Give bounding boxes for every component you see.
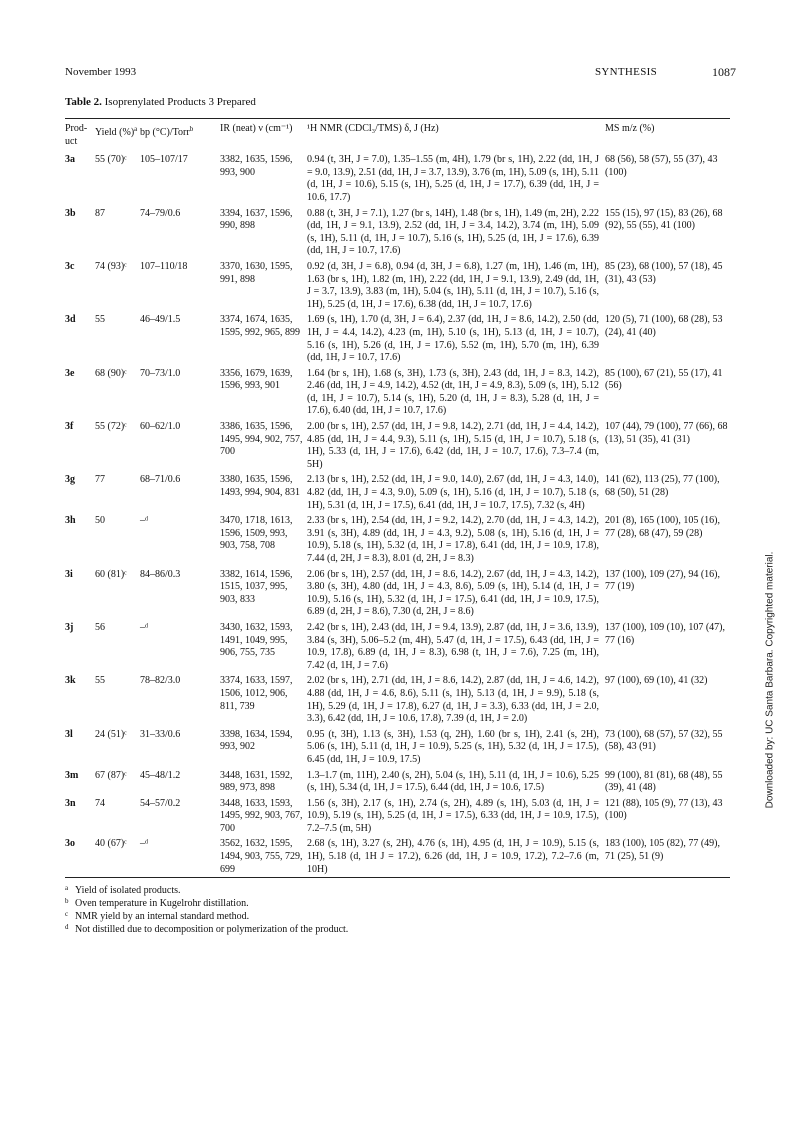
table-row <box>65 259 730 312</box>
table-row <box>65 513 730 566</box>
issue-date: November 1993 <box>65 66 137 78</box>
product-cell: 3i <box>65 568 73 580</box>
bp-cell: 54–57/0.2 <box>140 797 181 809</box>
nmr-cell: 2.68 (s, 1H), 3.27 (s, 2H), 4.76 (s, 1H), 4.95 (d, 1H, J = 10.9), 5.15 (s, 1H), 5.18 (d, 1H J = 17.2), 6.26 (dd, 1H, J = 10.9, 17.2), 7.2–7.6 (m, 10H) <box>307 838 599 875</box>
download-notice: Downloaded by: UC Santa Barbara. Copyrighted material. <box>764 551 776 809</box>
products-table <box>65 119 730 877</box>
yield-cell: 55 <box>95 314 105 326</box>
yield-cell: 67 (87)ᶜ <box>95 769 127 781</box>
ms-cell: 68 (56), 58 (57), 55 (37), 43 (100) <box>605 154 718 178</box>
yield-cell: 55 (70)ᶜ <box>95 154 127 166</box>
table-row <box>65 796 730 837</box>
footnote-text: Yield of isolated products. <box>75 885 181 897</box>
running-header <box>65 60 736 82</box>
col-nmr-label: ¹H NMR (CDCl₃/TMS) δ, J (Hz) <box>307 123 439 134</box>
ir-cell: 3382, 1635, 1596, 993, 900 <box>220 154 293 178</box>
ms-cell: 121 (88), 105 (9), 77 (13), 43 (100) <box>605 797 723 822</box>
bp-cell: 84–86/0.3 <box>140 568 181 580</box>
ms-cell: 97 (100), 69 (10), 41 (32) <box>605 675 708 687</box>
col-bp-footnote-mark: b <box>189 125 194 133</box>
ir-cell: 3562, 1632, 1595, 1494, 903, 755, 729, 699 <box>220 838 303 875</box>
footnote <box>65 897 730 910</box>
col-bp <box>140 119 220 152</box>
footnote-text: NMR yield by an internal standard method. <box>75 911 250 923</box>
yield-cell: 77 <box>95 474 105 486</box>
nmr-cell: 0.92 (d, 3H, J = 6.8), 0.94 (d, 3H, J = 6.8), 1.27 (m, 1H), 1.46 (m, 1H), 1.63 (br s, 1H), 1.82 (m, 1H), 2.22 (dd, 1H, J = 9.1, 13.9), 2.49 (dd, 1H, J = 3.7, 13.9), 3.83 (m, 1H), 5.04 (s, 1H), 5.11 (d, 1H, J = 10.7), 5.16 (s, 1H), 5.25 (d, 1H, J = 17.6), 6.38 (dd, 1H, J = 10.7, 17.6) <box>307 260 599 310</box>
ms-cell: 99 (100), 81 (81), 68 (48), 55 (39), 41 (48) <box>605 769 723 794</box>
bp-cell: 60–62/1.0 <box>140 421 181 433</box>
download-watermark <box>760 380 780 980</box>
ir-cell: 3398, 1634, 1594, 993, 902 <box>220 728 293 753</box>
table-row <box>65 206 730 259</box>
table-body <box>65 152 730 877</box>
ms-cell: 137 (100), 109 (27), 94 (16), 77 (19) <box>605 568 720 593</box>
bp-cell: 45–48/1.2 <box>140 769 181 781</box>
yield-cell: 55 (72)ᶜ <box>95 421 127 433</box>
nmr-cell: 2.02 (br s, 1H), 2.71 (dd, 1H, J = 8.6, 14.2), 2.87 (dd, 1H, J = 4.6, 14.2), 4.88 (dd, 1H, J = 4.6, 8.6), 5.11 (s, 1H), 5.13 (d, 1H, J = 9.9), 5.18 (s, 1H), 5.29 (d, 1H, J = 17.8), 6.27 (d, 1H, J = 3.3), 6.33 (dd, 1H, J = 2.0, 3.3), 6.42 (dd, 1H, J = 10.6, 17.8), 7.39 (d, 1H, J = 2.0) <box>307 675 599 725</box>
col-bp-label: bp (°C)/Torr <box>140 127 190 138</box>
nmr-cell: 1.3–1.7 (m, 11H), 2.40 (s, 2H), 5.04 (s, 1H), 5.11 (d, 1H, J = 10.6), 5.25 (s, 1H), 5.34 (d, 1H, J = 17.5), 6.44 (dd, 1H, J = 10.6, 17.5) <box>307 769 599 794</box>
yield-cell: 24 (51)ᶜ <box>95 728 127 740</box>
yield-cell: 60 (81)ᶜ <box>95 568 127 580</box>
ms-cell: 183 (100), 105 (82), 77 (49), 71 (25), 51 (9) <box>605 838 720 863</box>
col-nmr <box>307 119 605 152</box>
bp-cell: 68–71/0.6 <box>140 474 181 486</box>
ms-cell: 85 (100), 67 (21), 55 (17), 41 (56) <box>605 367 723 392</box>
page-number: 1087 <box>712 65 736 79</box>
ms-cell: 73 (100), 68 (57), 57 (32), 55 (58), 43 (91) <box>605 728 723 753</box>
col-yield-label: Yield (%) <box>95 127 135 138</box>
nmr-cell: 0.94 (t, 3H, J = 7.0), 1.35–1.55 (m, 4H), 1.79 (br s, 1H), 2.22 (dd, 1H, J = 9.0, 13.9), 2.51 (dd, 1H, J = 3.7, 13.9), 3.76 (m, 1H), 5.09 (s, 1H), 5.11 (d, 1H, J = 10.6), 5.15 (s, 1H), 5.25 (d, 1H, J = 17.7), 6.39 (dd, 1H, J = 10.6, 17.7) <box>307 154 599 203</box>
product-cell: 3f <box>65 421 74 433</box>
ms-cell: 201 (8), 165 (100), 105 (16), 77 (28), 68 (47), 59 (28) <box>605 515 720 539</box>
product-cell: 3a <box>65 154 75 166</box>
nmr-cell: 1.64 (br s, 1H), 1.68 (s, 3H), 1.73 (s, 3H), 2.43 (dd, 1H, J = 8.3, 14.2), 2.46 (dd, 1H, J = 4.9, 14.2), 4.52 (dt, 1H, J = 4.9, 8.3), 5.09 (s, 1H), 5.12 (d, 1H, J = 10.7), 5.14 (s, 1H), 5.20 (d, 1H, J = 8.3), 5.28 (d, 1H, J = 17.6), 6.40 (dd, 1H, J = 10.7, 17.6) <box>307 367 599 417</box>
yield-cell: 68 (90)ᶜ <box>95 367 127 379</box>
table-row <box>65 152 730 205</box>
bp-cell: 31–33/0.6 <box>140 728 181 740</box>
table-row <box>65 673 730 726</box>
ms-cell: 155 (15), 97 (15), 83 (26), 68 (92), 55 (55), 41 (100) <box>605 207 723 232</box>
ir-cell: 3356, 1679, 1639, 1596, 993, 901 <box>220 367 293 392</box>
product-cell: 3h <box>65 515 76 527</box>
product-cell: 3g <box>65 474 75 486</box>
ir-cell: 3386, 1635, 1596, 1495, 994, 902, 757, 700 <box>220 421 303 458</box>
footnote-text: Not distilled due to decomposition or polymerization of the product. <box>75 924 349 936</box>
yield-cell: 74 (93)ᶜ <box>95 260 127 272</box>
ms-cell: 85 (23), 68 (100), 57 (18), 45 (31), 43 (53) <box>605 260 723 285</box>
footnote-mark: d <box>65 923 69 932</box>
ir-cell: 3430, 1632, 1593, 1491, 1049, 995, 906, 755, 735 <box>220 621 293 659</box>
nmr-cell: 1.69 (s, 1H), 1.70 (d, 3H, J = 6.4), 2.37 (dd, 1H, J = 8.6, 14.2), 2.50 (dd, 1H, J = 4.4, 14.2), 4.23 (m, 1H), 5.10 (s, 1H), 5.13 (d, 1H, J = 10.7), 5.16 (s, 1H), 5.26 (d, 1H, J = 17.6), 5.52 (m, 1H), 5.70 (m, 1H), 6.39 (dd, 1H, J = 10.7, 17.6) <box>307 314 599 364</box>
table-header <box>65 119 730 152</box>
ms-cell: 107 (44), 79 (100), 77 (66), 68 (13), 51 (35), 41 (31) <box>605 421 728 445</box>
product-cell: 3c <box>65 260 75 272</box>
ir-cell: 3382, 1614, 1596, 1515, 1037, 995, 903, 833 <box>220 568 293 605</box>
table-row <box>65 727 730 768</box>
product-cell: 3d <box>65 314 76 326</box>
page <box>65 60 736 936</box>
bp-cell: 74–79/0.6 <box>140 207 181 219</box>
nmr-cell: 2.42 (br s, 1H), 2.43 (dd, 1H, J = 9.4, 13.9), 2.87 (dd, 1H, J = 3.6, 13.9), 3.84 (s, 3H), 5.06–5.2 (m, 4H), 5.47 (d, 1H, J = 17.5), 6.43 (dd, 1H, J = 10.9, 17.8), 6.89 (d, 1H, J = 8.3), 6.98 (t, 1H, J = 7.6), 7.25 (m, 1H), 7.42 (d, 1H, J = 7.6) <box>307 621 599 671</box>
product-cell: 3l <box>65 728 73 740</box>
col-product-label: Prod-uct <box>65 123 88 147</box>
yield-cell: 55 <box>95 675 105 687</box>
ir-cell: 3374, 1674, 1635, 1595, 992, 965, 899 <box>220 314 300 338</box>
nmr-cell: 2.13 (br s, 1H), 2.52 (dd, 1H, J = 9.0, 14.0), 2.67 (dd, 1H, J = 4.3, 14.0), 4.82 (dd, 1H, J = 4.3, 9.0), 5.09 (s, 1H), 5.16 (d, 1H, J = 10.7), 5.18 (s, 1H), 5.31 (d, 1H, J = 17.5), 6.41 (dd, 1H, J = 10.7, 17.5), 7.32 (s, 4H) <box>307 474 599 511</box>
product-cell: 3k <box>65 675 76 687</box>
col-ir <box>220 119 307 152</box>
table-row <box>65 312 730 365</box>
product-cell: 3o <box>65 838 75 850</box>
product-cell: 3b <box>65 207 76 219</box>
bp-cell: –ᵈ <box>140 838 149 850</box>
bp-cell: –ᵈ <box>140 515 149 527</box>
table-label: Table 2. <box>65 96 102 108</box>
yield-cell: 87 <box>95 207 105 219</box>
ir-cell: 3380, 1635, 1596, 1493, 994, 904, 831 <box>220 474 300 499</box>
yield-cell: 74 <box>95 797 105 809</box>
nmr-cell: 1.56 (s, 3H), 2.17 (s, 1H), 2.74 (s, 2H), 4.89 (s, 1H), 5.03 (d, 1H, J = 10.9), 5.19 (s, 1H), 5.25 (d, 1H, J = 17.5), 6.33 (dd, 1H, J = 10.9, 17.5), 7.2–7.5 (m, 5H) <box>307 797 599 834</box>
ms-cell: 137 (100), 109 (10), 107 (47), 77 (16) <box>605 621 725 646</box>
yield-cell: 56 <box>95 621 105 633</box>
yield-cell: 40 (67)ᶜ <box>95 838 127 850</box>
bp-cell: 46–49/1.5 <box>140 314 181 326</box>
col-ms <box>605 119 730 152</box>
ir-cell: 3374, 1633, 1597, 1506, 1012, 906, 811, 739 <box>220 675 293 712</box>
table-row <box>65 366 730 419</box>
col-ms-label: MS m/z (%) <box>605 123 655 134</box>
table-caption <box>65 96 730 108</box>
col-product <box>65 119 95 152</box>
product-cell: 3e <box>65 367 75 379</box>
table-row <box>65 472 730 513</box>
footnote-text: Oven temperature in Kugelrohr distillation. <box>75 898 249 910</box>
ir-cell: 3370, 1630, 1595, 991, 898 <box>220 260 293 285</box>
product-cell: 3n <box>65 797 76 809</box>
table-bottom-rule <box>65 877 730 878</box>
footnote-mark: b <box>65 897 69 906</box>
ms-cell: 141 (62), 113 (25), 77 (100), 68 (50), 51 (28) <box>605 474 720 499</box>
product-cell: 3m <box>65 769 79 781</box>
product-cell: 3j <box>65 621 74 633</box>
table-title: Isoprenylated Products 3 Prepared <box>104 96 256 108</box>
col-yield-footnote-mark: a <box>134 125 138 133</box>
nmr-cell: 2.06 (br s, 1H), 2.57 (dd, 1H, J = 8.6, 14.2), 2.67 (dd, 1H, J = 4.3, 14.2), 3.80 (s, 3H), 4.80 (dd, 1H, J = 4.3, 8.6), 5.09 (s, 1H), 5.14 (d, 1H, J = 10.9), 5.16 (s, 1H), 5.32 (d, 1H, J = 17.5), 6.41 (dd, 1H, J = 10.9, 17.5), 6.89 (d, 2H, J = 8.6), 7.30 (d, 2H, J = 8.6) <box>307 568 599 618</box>
footnote <box>65 910 730 923</box>
nmr-cell: 0.95 (t, 3H), 1.13 (s, 3H), 1.53 (q, 2H), 1.60 (br s, 1H), 2.41 (s, 2H), 5.06 (s, 1H), 5.11 (d, 1H, J = 10.9), 5.25 (s, 1H), 5.32 (d, 1H, J = 17.5), 6.45 (dd, 1H, J = 10.9, 17.5) <box>307 728 599 765</box>
table-row <box>65 620 730 673</box>
footnote-mark: a <box>65 884 69 893</box>
bp-cell: 107–110/18 <box>140 260 188 272</box>
table-row <box>65 836 730 877</box>
nmr-cell: 2.00 (br s, 1H), 2.57 (dd, 1H, J = 9.8, 14.2), 2.71 (dd, 1H, J = 4.4, 14.2), 4.85 (dd, 1H, J = 4.4, 9.3), 5.11 (s, 1H), 5.15 (d, 1H, J = 10.7), 5.18 (s, 1H), 5.33 (d, 1H, J = 17.6), 6.42 (dd, 1H, J = 10.7, 17.6), 7.3–7.4 (m, 5H) <box>307 421 599 470</box>
yield-cell: 50 <box>95 515 105 527</box>
nmr-cell: 0.88 (t, 3H, J = 7.1), 1.27 (br s, 14H), 1.48 (br s, 1H), 1.49 (m, 2H), 2.22 (dd, 1H, J = 9.1, 13.9), 2.52 (dd, 1H, J = 3.4, 14.2), 3.74 (m, 1H), 5.09 (s, 1H), 5.11 (d, 1H, J = 10.7), 5.16 (s, 1H), 5.25 (d, 1H, J = 17.6), 6.39 (dd, 1H, J = 10.7, 17.6) <box>307 207 599 257</box>
footnote <box>65 884 730 897</box>
col-yield <box>95 119 140 152</box>
footnote <box>65 923 730 936</box>
ir-cell: 3470, 1718, 1613, 1596, 1509, 993, 903, 758, 708 <box>220 515 293 552</box>
bp-cell: –ᵈ <box>140 621 149 633</box>
bp-cell: 70–73/1.0 <box>140 367 181 379</box>
ir-cell: 3394, 1637, 1596, 990, 898 <box>220 207 293 232</box>
table-row <box>65 567 730 620</box>
bp-cell: 78–82/3.0 <box>140 675 181 687</box>
journal-name: SYNTHESIS <box>595 66 657 78</box>
bp-cell: 105–107/17 <box>140 154 188 166</box>
ir-cell: 3448, 1631, 1592, 989, 973, 898 <box>220 769 293 794</box>
nmr-cell: 2.33 (br s, 1H), 2.54 (dd, 1H, J = 9.2, 14.2), 2.70 (dd, 1H, J = 4.3, 14.2), 3.91 (s, 3H), 4.89 (dd, 1H, J = 4.3, 9.2), 5.08 (s, 1H), 5.16 (d, 1H, J = 10.9), 5.18 (s, 1H), 5.32 (d, 1H, J = 17.8), 6.41 (dd, 1H, J = 10.9, 17.8), 7.44 (d, 2H, J = 8.3), 8.01 (d, 2H, J = 8.3) <box>307 515 599 564</box>
table-row <box>65 768 730 796</box>
ir-cell: 3448, 1633, 1593, 1495, 992, 903, 767, 700 <box>220 797 303 834</box>
col-ir-label: IR (neat) ν (cm⁻¹) <box>220 123 293 134</box>
ms-cell: 120 (5), 71 (100), 68 (28), 53 (24), 41 (40) <box>605 314 723 338</box>
table-row <box>65 419 730 472</box>
footnotes <box>65 884 730 936</box>
footnote-mark: c <box>65 910 69 919</box>
